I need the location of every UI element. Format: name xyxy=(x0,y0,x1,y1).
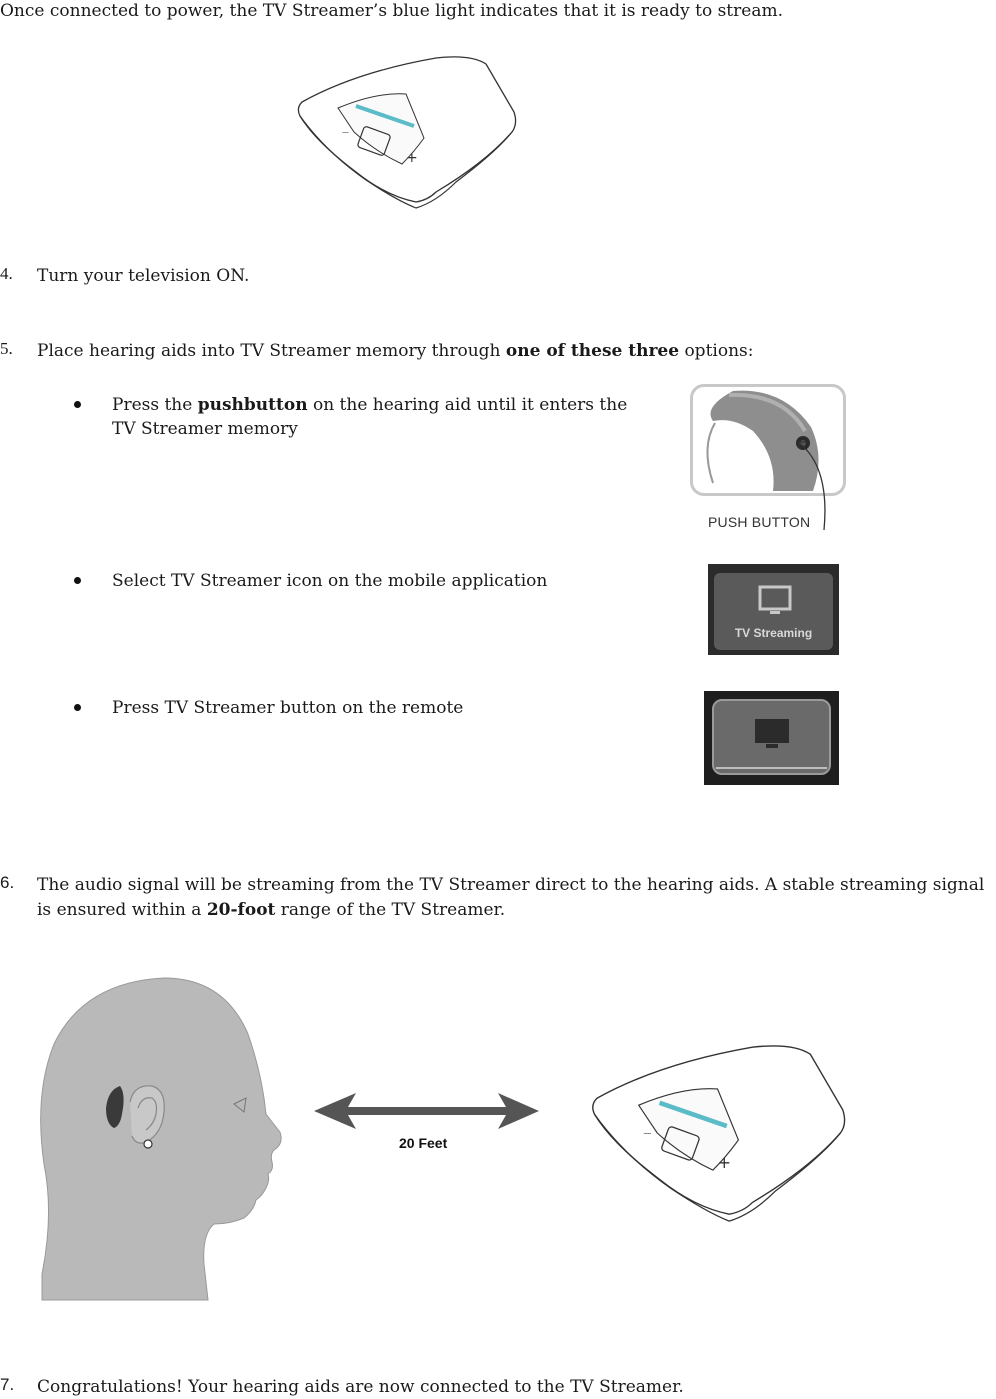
bullet-3 xyxy=(74,704,81,711)
step-4-text: Turn your television ON. xyxy=(37,266,250,286)
step-5-text: Place hearing aids into TV Streamer memory through one of these three options: xyxy=(37,341,754,361)
svg-text:+: + xyxy=(406,150,418,166)
svg-text:—: — xyxy=(643,1127,652,1138)
push-button-label: PUSH BUTTON xyxy=(708,514,811,530)
tv-streaming-app-icon-image xyxy=(708,564,839,655)
tv-streaming-label: TV Streaming xyxy=(734,626,813,640)
option-3-text: Press TV Streamer button on the remote xyxy=(112,698,464,718)
svg-text:—: — xyxy=(342,128,349,136)
tv-streamer-device-illustration xyxy=(296,52,522,212)
option-1-text-line2: TV Streamer memory xyxy=(112,419,298,439)
remote-tv-button-image xyxy=(704,691,839,785)
svg-text:+: + xyxy=(717,1152,732,1172)
head-with-hearing-aid-illustration xyxy=(34,974,286,1304)
step-7-text: Congratulations! Your hearing aids are now connected to the TV Streamer. xyxy=(37,1377,684,1397)
tv-streamer-device-illustration-large xyxy=(590,1038,852,1228)
step-6-text: The audio signal will be streaming from the TV Streamer direct to the hearing aids. A stable streaming signal xyxy=(37,875,985,895)
step-4-number: 4. xyxy=(0,264,13,283)
option-2-text: Select TV Streamer icon on the mobile application xyxy=(112,571,548,591)
intro-text: Once connected to power, the TV Streamer’s blue light indicates that it is ready to stream. xyxy=(0,1,783,21)
step-6-number: 6. xyxy=(0,873,15,892)
step-5-number: 5. xyxy=(0,339,13,358)
step-6-text-line2: is ensured within a 20-foot range of the TV Streamer. xyxy=(37,900,506,920)
step-7-number: 7. xyxy=(0,1375,15,1394)
bullet-1 xyxy=(74,401,81,408)
distance-label: 20 Feet xyxy=(399,1135,448,1151)
option-1-text: Press the pushbutton on the hearing aid until it enters the xyxy=(112,395,628,415)
tv-icon xyxy=(757,584,793,618)
distance-arrow xyxy=(314,1092,540,1130)
tv-icon xyxy=(752,717,792,753)
bullet-2 xyxy=(74,577,81,584)
